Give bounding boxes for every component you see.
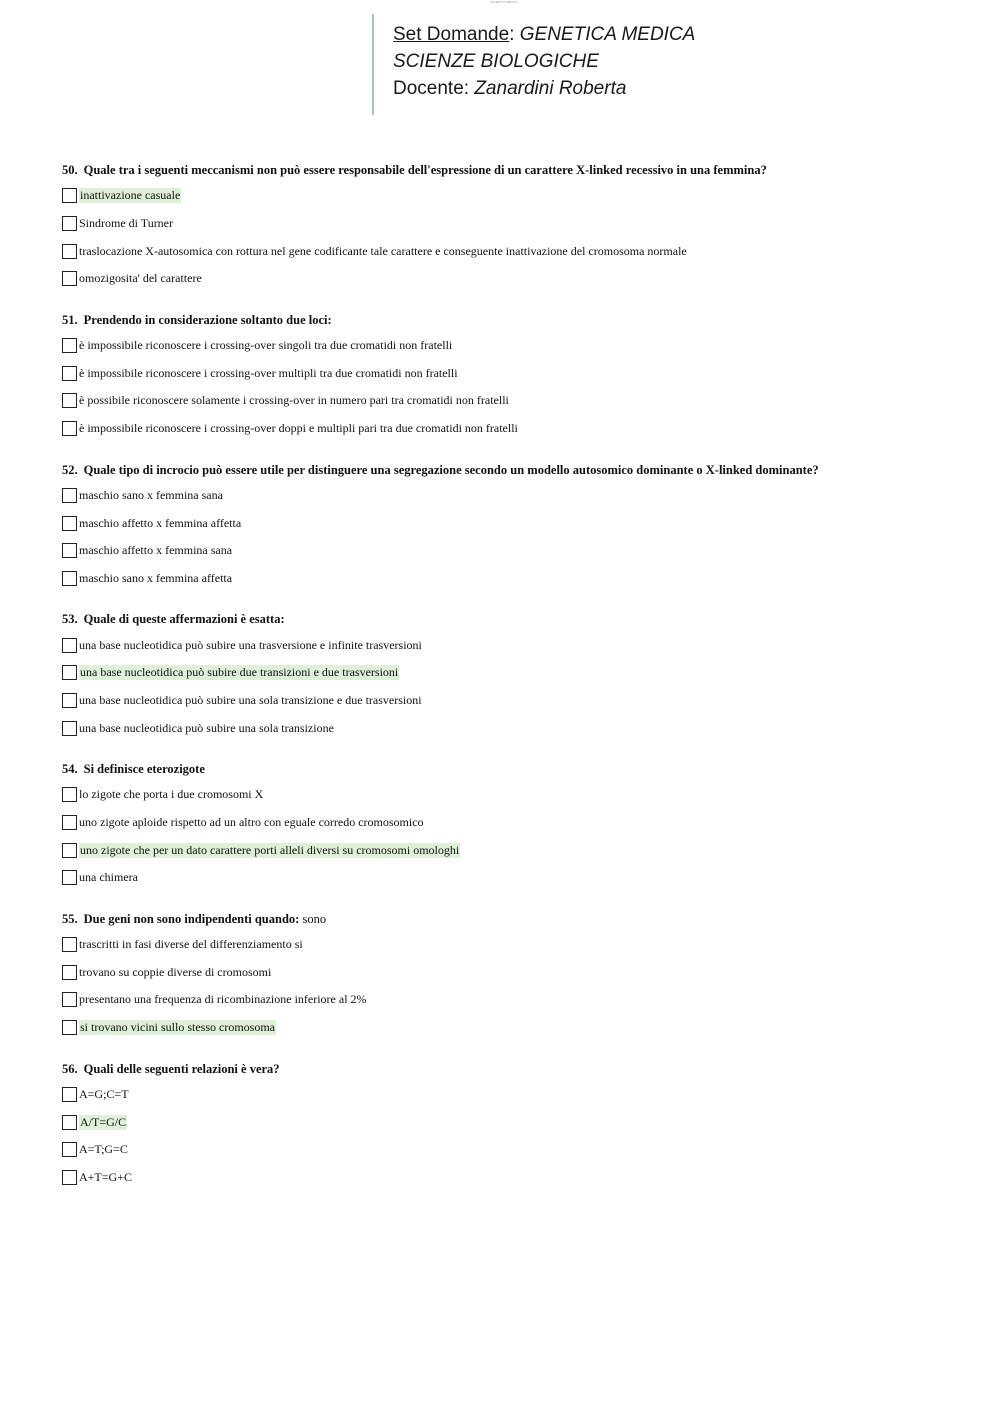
- answer-label: omozigosita' del carattere: [79, 271, 202, 286]
- document-header: [372, 14, 695, 115]
- answer-checkbox[interactable]: [62, 216, 77, 231]
- question-spacer: [62, 592, 942, 607]
- answer-checkbox[interactable]: [62, 516, 77, 531]
- answer-checkbox[interactable]: [62, 1170, 77, 1185]
- answer-label: è impossibile riconoscere i crossing-over doppi e multipli pari tra due cromatidi non fratelli: [79, 421, 518, 436]
- question-number: 55.: [62, 911, 78, 926]
- answer-label: è impossibile riconoscere i crossing-over singoli tra due cromatidi non fratelli: [79, 338, 453, 353]
- question-text: Quale tipo di incrocio può essere utile per distinguere una segregazione secondo un modello autosomico dominante o X-linked dominante?: [83, 462, 819, 477]
- question-title: [62, 458, 942, 482]
- question-title: [62, 607, 942, 631]
- set-label: Set Domande: [393, 24, 510, 45]
- answer-label: maschio sano x femmina sana: [79, 487, 223, 502]
- answer-option[interactable]: [62, 659, 942, 687]
- answer-checkbox[interactable]: [62, 1020, 77, 1035]
- header-course-row: [393, 48, 695, 75]
- answer-checkbox[interactable]: [62, 965, 77, 980]
- question-title: [62, 757, 942, 781]
- answer-label: una base nucleotidica può subire una sola transizione e due trasversioni: [79, 692, 422, 707]
- question-50: [62, 158, 942, 293]
- question-number: 52.: [62, 462, 78, 477]
- answer-checkbox[interactable]: [62, 366, 77, 381]
- question-text: Due geni non sono indipendenti quando:: [83, 911, 300, 926]
- answer-checkbox[interactable]: [62, 787, 77, 802]
- question-number: 54.: [62, 762, 78, 776]
- answer-label: traslocazione X-autosomica con rottura nel gene codificante tale carattere e conseguente inattivazione del cromosoma normale: [79, 243, 687, 258]
- answer-checkbox[interactable]: [62, 870, 77, 885]
- answer-option[interactable]: [62, 986, 942, 1014]
- answer-option[interactable]: [62, 687, 942, 715]
- answer-checkbox[interactable]: [62, 937, 77, 952]
- answer-option[interactable]: [62, 958, 942, 986]
- answer-label: uno zigote aploide rispetto ad un altro con eguale corredo cromosomico: [79, 815, 424, 830]
- answer-option[interactable]: [62, 565, 942, 593]
- answer-option[interactable]: [62, 359, 942, 387]
- answer-option[interactable]: [62, 781, 942, 809]
- answer-label: è possibile riconoscere solamente i crossing-over in numero pari tra cromatidi non fratelli: [79, 393, 509, 408]
- answer-label: maschio affetto x femmina sana: [79, 543, 233, 558]
- question-title: [62, 907, 942, 931]
- question-52: [62, 458, 942, 593]
- answer-checkbox[interactable]: [62, 638, 77, 653]
- answer-option[interactable]: [62, 631, 942, 659]
- answer-checkbox[interactable]: [62, 665, 77, 680]
- question-53: [62, 607, 942, 742]
- answer-option[interactable]: [62, 509, 942, 537]
- question-text: Prendendo in considerazione soltanto due loci:: [83, 312, 332, 327]
- answer-label: Sindrome di Turner: [79, 216, 174, 231]
- answer-label: A+T=G+C: [79, 1169, 132, 1184]
- question-title: [62, 308, 942, 332]
- answer-checkbox[interactable]: [62, 188, 77, 203]
- answer-checkbox[interactable]: [62, 1142, 77, 1157]
- question-number: 53.: [62, 612, 78, 627]
- answer-label: una base nucleotidica può subire una sola transizione: [79, 720, 334, 735]
- answer-option[interactable]: [62, 482, 942, 510]
- answer-option[interactable]: [62, 210, 942, 238]
- answer-label: una chimera: [79, 870, 138, 885]
- answer-checkbox[interactable]: [62, 721, 77, 736]
- answer-option[interactable]: [62, 332, 942, 360]
- question-56: [62, 1057, 942, 1192]
- answer-label: una base nucleotidica può subire una trasversione e infinite trasversioni: [79, 637, 422, 652]
- answer-label-highlighted: una base nucleotidica può subire due transizioni e due trasversioni: [80, 665, 399, 680]
- answer-option[interactable]: [62, 714, 942, 742]
- question-spacer: [62, 1042, 942, 1057]
- answer-option[interactable]: [62, 537, 942, 565]
- answer-option[interactable]: [62, 387, 942, 415]
- question-text-tail: sono: [302, 911, 327, 926]
- question-text: Quale di queste affermazioni è esatta:: [83, 612, 285, 627]
- question-55: [62, 907, 942, 1042]
- answer-option[interactable]: [62, 836, 942, 864]
- question-text: Si definisce eterozigote: [83, 762, 205, 776]
- answer-label-highlighted: A/T=G/C: [80, 1114, 127, 1129]
- answer-option[interactable]: [62, 1108, 942, 1136]
- answer-option[interactable]: [62, 1136, 942, 1164]
- answer-checkbox[interactable]: [62, 244, 77, 259]
- answer-checkbox[interactable]: [62, 992, 77, 1007]
- answer-label: maschio sano x femmina affetta: [79, 570, 233, 585]
- question-spacer: [62, 742, 942, 757]
- question-54: [62, 757, 942, 892]
- answer-label: lo zigote che porta i due cromosomi X: [79, 787, 264, 802]
- answer-label: A=T;G=C: [79, 1142, 128, 1157]
- question-text: Quali delle seguenti relazioni è vera?: [83, 1061, 280, 1076]
- teacher-name: Zanardini Roberta: [474, 78, 627, 99]
- answer-checkbox[interactable]: [62, 421, 77, 436]
- answer-option[interactable]: [62, 1164, 942, 1192]
- answer-label: A=G;C=T: [79, 1086, 129, 1101]
- answer-checkbox[interactable]: [62, 843, 77, 858]
- question-spacer: [62, 443, 942, 458]
- answer-checkbox[interactable]: [62, 338, 77, 353]
- header-teacher-row: [393, 75, 695, 102]
- answer-option[interactable]: [62, 1081, 942, 1109]
- answer-label: è impossibile riconoscere i crossing-over multipli tra due cromatidi non fratelli: [79, 365, 458, 380]
- answer-option[interactable]: [62, 415, 942, 443]
- question-title: [62, 158, 942, 182]
- answer-option[interactable]: [62, 1014, 942, 1042]
- question-number: 51.: [62, 312, 78, 327]
- answer-label: maschio affetto x femmina affetta: [79, 515, 242, 530]
- header-small-mark: GENETICA MEDICA: [490, 0, 518, 4]
- question-spacer: [62, 892, 942, 907]
- question-51: [62, 308, 942, 443]
- answer-checkbox[interactable]: [62, 571, 77, 586]
- answer-option[interactable]: [62, 931, 942, 959]
- subject-title: GENETICA MEDICA: [519, 24, 696, 45]
- answer-option[interactable]: [62, 237, 942, 265]
- answer-option[interactable]: [62, 182, 942, 210]
- answer-label-highlighted: si trovano vicini sullo stesso cromosoma: [80, 1020, 275, 1035]
- question-spacer: [62, 293, 942, 308]
- answer-checkbox[interactable]: [62, 815, 77, 830]
- question-number: 56.: [62, 1061, 78, 1076]
- question-title: [62, 1057, 942, 1081]
- question-text: Quale tra i seguenti meccanismi non può essere responsabile dell'espressione di un carattere X-linked recessivo in una femmina?: [83, 163, 767, 177]
- answer-checkbox[interactable]: [62, 693, 77, 708]
- answer-checkbox[interactable]: [62, 393, 77, 408]
- teacher-label: Docente:: [393, 78, 470, 99]
- answer-label: trascritti in fasi diverse del differenziamento si: [79, 937, 303, 952]
- answer-checkbox[interactable]: [62, 488, 77, 503]
- course-title: SCIENZE BIOLOGICHE: [393, 51, 599, 72]
- question-list: [62, 158, 942, 1191]
- answer-label: trovano su coppie diverse di cromosomi: [79, 964, 272, 979]
- question-number: 50.: [62, 163, 78, 177]
- answer-label: presentano una frequenza di ricombinazione inferiore al 2%: [79, 992, 367, 1007]
- answer-option[interactable]: [62, 809, 942, 837]
- answer-checkbox[interactable]: [62, 1115, 77, 1130]
- answer-option[interactable]: [62, 864, 942, 892]
- answer-label-highlighted: uno zigote che per un dato carattere porti alleli diversi su cromosomi omologhi: [80, 842, 460, 857]
- answer-checkbox[interactable]: [62, 1087, 77, 1102]
- answer-checkbox[interactable]: [62, 271, 77, 286]
- answer-checkbox[interactable]: [62, 543, 77, 558]
- set-colon: :: [509, 24, 515, 45]
- answer-option[interactable]: [62, 265, 942, 293]
- header-set-row: [393, 21, 695, 48]
- answer-label-highlighted: inattivazione casuale: [80, 188, 181, 203]
